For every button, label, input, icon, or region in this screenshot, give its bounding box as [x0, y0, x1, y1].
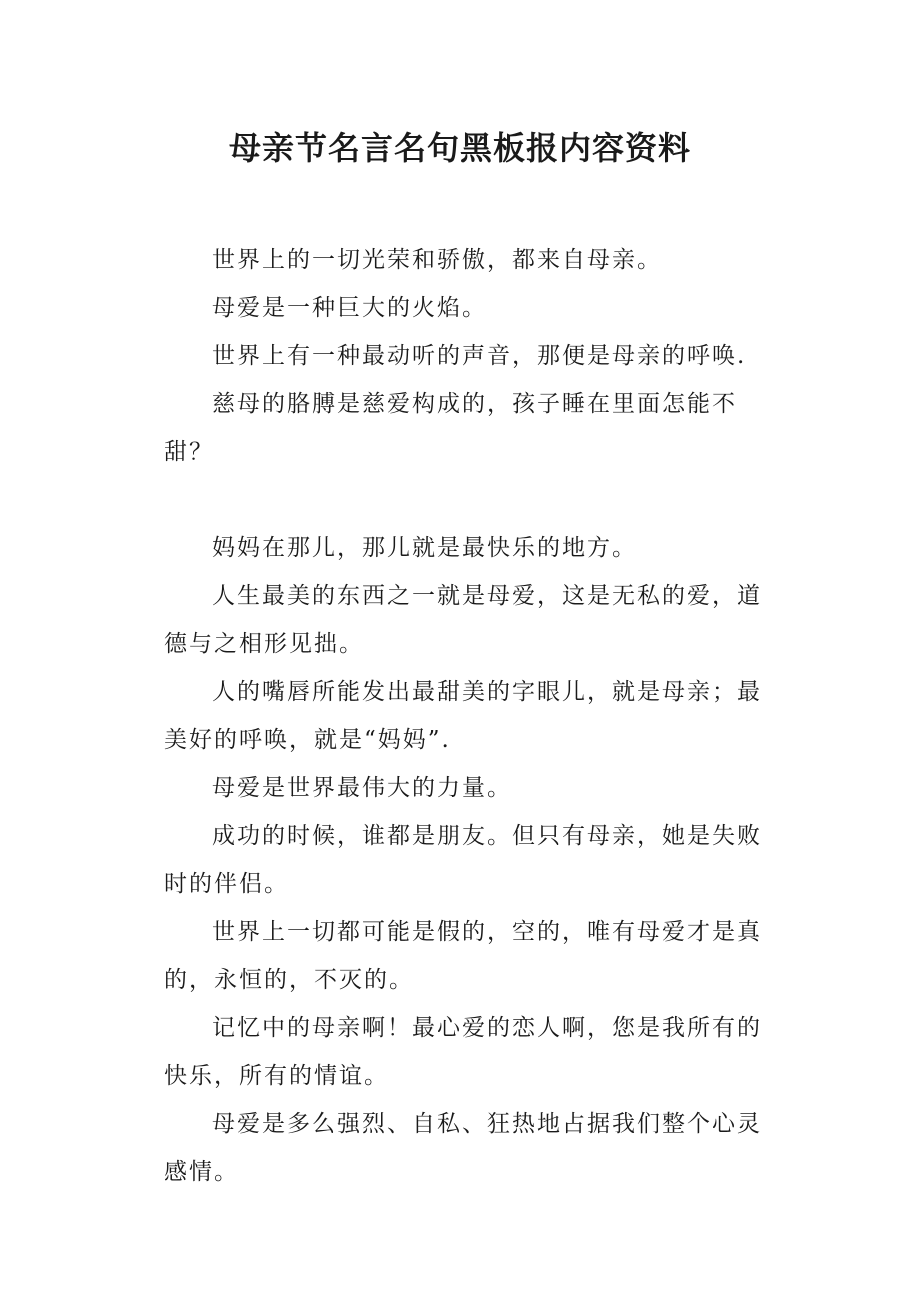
- quote-paragraph: 慈母的胳膊是慈爱构成的，孩子睡在里面怎能不甜？: [164, 391, 737, 465]
- quote-paragraph: 妈妈在那儿，那儿就是最快乐的地方。: [212, 535, 637, 561]
- paragraph-spacer: [164, 476, 764, 524]
- quote-paragraph: 母爱是多么强烈、自私、狂热地占据我们整个心灵感情。: [164, 1111, 762, 1185]
- quote-paragraph: 人的嘴唇所能发出最甜美的字眼儿，就是母亲；最美好的呼唤，就是“妈妈”.: [164, 679, 762, 753]
- quote-paragraph: 成功的时候，谁都是朋友。但只有母亲，她是失败时的伴侣。: [164, 823, 762, 897]
- quote-paragraph: 记忆中的母亲啊！最心爱的恋人啊，您是我所有的快乐，所有的情谊。: [164, 1015, 762, 1089]
- quote-paragraph: 母爱是世界最伟大的力量。: [212, 775, 512, 801]
- quote-paragraph: 世界上有一种最动听的声音，那便是母亲的呼唤.: [212, 343, 747, 369]
- quote-paragraph: 母爱是一种巨大的火焰。: [212, 295, 487, 321]
- quote-paragraph: 世界上的一切光荣和骄傲，都来自母亲。: [212, 247, 662, 273]
- document-body: [164, 236, 764, 1196]
- quote-paragraph: 世界上一切都可能是假的，空的，唯有母爱才是真的，永恒的，不灭的。: [164, 919, 762, 993]
- document-title: 母亲节名言名句黑板报内容资料: [228, 129, 691, 167]
- quote-paragraph: 人生最美的东西之一就是母爱，这是无私的爱，道德与之相形见拙。: [164, 583, 762, 657]
